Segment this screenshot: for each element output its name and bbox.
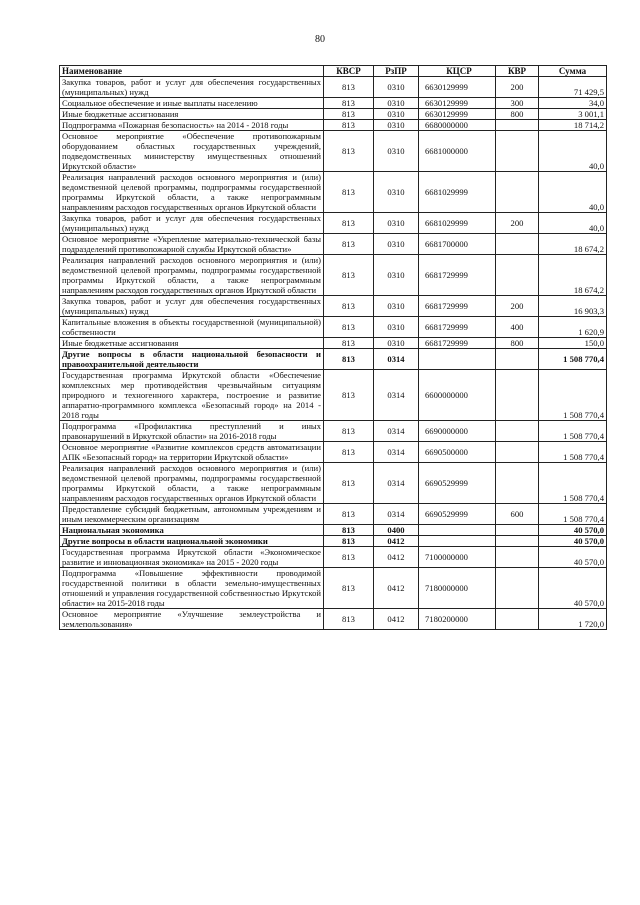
cell-rzpr: 0314 <box>374 421 419 442</box>
cell-sum: 1 508 770,4 <box>539 463 607 504</box>
cell-sum: 71 429,5 <box>539 77 607 98</box>
cell-rzpr: 0310 <box>374 109 419 120</box>
cell-kcsr <box>419 349 496 370</box>
table-row <box>60 463 607 504</box>
cell-rzpr: 0310 <box>374 255 419 296</box>
cell-rzpr: 0412 <box>374 536 419 547</box>
cell-name: Другие вопросы в области национальной безопасности и правоохранительной деятельности <box>60 349 324 370</box>
table-row <box>60 98 607 109</box>
cell-sum: 40,0 <box>539 131 607 172</box>
header-kvsr: КВСР <box>324 66 374 77</box>
table-row <box>60 568 607 609</box>
cell-sum: 40 570,0 <box>539 536 607 547</box>
cell-name: Капитальные вложения в объекты государственной (муниципальной) собственности <box>60 317 324 338</box>
cell-kcsr: 6681729999 <box>419 317 496 338</box>
table-row <box>60 296 607 317</box>
cell-sum: 18 714,2 <box>539 120 607 131</box>
cell-rzpr: 0412 <box>374 609 419 630</box>
cell-kvr <box>496 370 539 421</box>
cell-rzpr: 0310 <box>374 98 419 109</box>
cell-sum: 34,0 <box>539 98 607 109</box>
cell-sum: 150,0 <box>539 338 607 349</box>
cell-kcsr: 7180000000 <box>419 568 496 609</box>
cell-kvr <box>496 131 539 172</box>
table-row <box>60 421 607 442</box>
cell-sum: 1 508 770,4 <box>539 442 607 463</box>
cell-name: Подпрограмма «Профилактика преступлений и иных правонарушений в Иркутской области» на 2016-2018 годы <box>60 421 324 442</box>
cell-sum: 1 508 770,4 <box>539 421 607 442</box>
cell-kvsr: 813 <box>324 349 374 370</box>
cell-rzpr: 0314 <box>374 370 419 421</box>
cell-name: Основное мероприятие «Обеспечение противопожарным оборудованием областных государственных учреждений, подведомственных министерству имущественных отношений Иркутской области» <box>60 131 324 172</box>
cell-kvsr: 813 <box>324 255 374 296</box>
table-row <box>60 536 607 547</box>
header-rzpr: РзПР <box>374 66 419 77</box>
cell-kcsr: 6680000000 <box>419 120 496 131</box>
cell-kvr: 800 <box>496 338 539 349</box>
cell-kvsr: 813 <box>324 421 374 442</box>
cell-name: Подпрограмма «Повышение эффективности проводимой государственной политики в области земельно-имущественных отношений и управления государственной собственностью Иркутской области» на 2015-2018 годы <box>60 568 324 609</box>
cell-rzpr: 0412 <box>374 547 419 568</box>
cell-kcsr: 6681729999 <box>419 255 496 296</box>
cell-kvr: 300 <box>496 98 539 109</box>
cell-kvsr: 813 <box>324 504 374 525</box>
cell-rzpr: 0400 <box>374 525 419 536</box>
cell-sum: 1 720,0 <box>539 609 607 630</box>
cell-kvr: 600 <box>496 504 539 525</box>
cell-rzpr: 0314 <box>374 504 419 525</box>
cell-name: Основное мероприятие «Развитие комплексов средств автоматизации АПК «Безопасный город» на территории Иркутской области» <box>60 442 324 463</box>
table-row <box>60 442 607 463</box>
cell-kvsr: 813 <box>324 317 374 338</box>
cell-kvr <box>496 536 539 547</box>
cell-kvr: 800 <box>496 109 539 120</box>
table-row <box>60 609 607 630</box>
cell-kvsr: 813 <box>324 77 374 98</box>
cell-kvsr: 813 <box>324 547 374 568</box>
cell-sum: 40 570,0 <box>539 525 607 536</box>
cell-kvr <box>496 234 539 255</box>
cell-name: Закупка товаров, работ и услуг для обеспечения государственных (муниципальных) нужд <box>60 296 324 317</box>
table-row <box>60 255 607 296</box>
cell-kvr <box>496 568 539 609</box>
cell-rzpr: 0310 <box>374 131 419 172</box>
cell-kvr: 400 <box>496 317 539 338</box>
cell-rzpr: 0310 <box>374 338 419 349</box>
cell-kvsr: 813 <box>324 120 374 131</box>
cell-sum: 1 508 770,4 <box>539 504 607 525</box>
cell-kcsr: 6681000000 <box>419 131 496 172</box>
header-name: Наименование <box>60 66 324 77</box>
table-row <box>60 213 607 234</box>
page-number: 80 <box>315 34 325 45</box>
table-row <box>60 109 607 120</box>
cell-kvsr: 813 <box>324 568 374 609</box>
cell-kvsr: 813 <box>324 109 374 120</box>
cell-name: Иные бюджетные ассигнования <box>60 338 324 349</box>
table-row <box>60 547 607 568</box>
cell-kcsr: 6600000000 <box>419 370 496 421</box>
cell-kcsr: 6630129999 <box>419 109 496 120</box>
cell-rzpr: 0310 <box>374 213 419 234</box>
cell-sum: 40,0 <box>539 172 607 213</box>
table-row <box>60 349 607 370</box>
header-kcsr: КЦСР <box>419 66 496 77</box>
cell-sum: 40,0 <box>539 213 607 234</box>
cell-kvr <box>496 547 539 568</box>
cell-kvsr: 813 <box>324 338 374 349</box>
cell-name: Другие вопросы в области национальной экономики <box>60 536 324 547</box>
cell-kcsr <box>419 536 496 547</box>
cell-kcsr: 6681029999 <box>419 213 496 234</box>
cell-sum: 1 508 770,4 <box>539 370 607 421</box>
cell-kvr: 200 <box>496 296 539 317</box>
table-row <box>60 234 607 255</box>
cell-kvsr: 813 <box>324 442 374 463</box>
cell-rzpr: 0310 <box>374 234 419 255</box>
cell-sum: 3 001,1 <box>539 109 607 120</box>
cell-name: Реализация направлений расходов основного мероприятия и (или) ведомственной целевой программы, подпрограммы государственной программы Иркутской области, а также непрограммным направлениям расходов государственных органов Иркутской области <box>60 463 324 504</box>
table-row <box>60 317 607 338</box>
table-body <box>60 77 607 630</box>
cell-kcsr: 6690500000 <box>419 442 496 463</box>
header-sum: Сумма <box>539 66 607 77</box>
cell-kvr <box>496 255 539 296</box>
cell-kvr <box>496 609 539 630</box>
cell-rzpr: 0314 <box>374 442 419 463</box>
cell-rzpr: 0314 <box>374 349 419 370</box>
cell-kvr <box>496 421 539 442</box>
table-row <box>60 338 607 349</box>
cell-rzpr: 0310 <box>374 317 419 338</box>
cell-sum: 18 674,2 <box>539 234 607 255</box>
cell-name: Основное мероприятие «Улучшение землеустройства и землепользования» <box>60 609 324 630</box>
cell-kvr: 200 <box>496 77 539 98</box>
cell-kvsr: 813 <box>324 98 374 109</box>
cell-rzpr: 0310 <box>374 296 419 317</box>
table-row <box>60 504 607 525</box>
cell-rzpr: 0310 <box>374 120 419 131</box>
cell-kcsr: 6690000000 <box>419 421 496 442</box>
cell-kcsr: 6681729999 <box>419 296 496 317</box>
table-row <box>60 525 607 536</box>
cell-kcsr: 6681729999 <box>419 338 496 349</box>
cell-kvr <box>496 349 539 370</box>
cell-name: Реализация направлений расходов основного мероприятия и (или) ведомственной целевой программы, подпрограммы государственной программы Иркутской области, а также непрограммным направлениям расходов государственных органов Иркутской области <box>60 255 324 296</box>
cell-name: Предоставление субсидий бюджетным, автономным учреждениям и иным некоммерческим организациям <box>60 504 324 525</box>
cell-sum: 40 570,0 <box>539 547 607 568</box>
cell-rzpr: 0314 <box>374 463 419 504</box>
cell-kvr <box>496 172 539 213</box>
cell-kvsr: 813 <box>324 213 374 234</box>
cell-sum: 1 620,9 <box>539 317 607 338</box>
cell-rzpr: 0310 <box>374 172 419 213</box>
cell-kcsr: 6630129999 <box>419 77 496 98</box>
cell-name: Национальная экономика <box>60 525 324 536</box>
cell-kvr <box>496 120 539 131</box>
cell-name: Государственная программа Иркутской области «Обеспечение комплексных мер противодействия чрезвычайным ситуациям природного и техногенного характера, построение и развитие аппаратно-программного комплекса «Безопасный город» на 2014 - 2018 годы <box>60 370 324 421</box>
cell-kcsr: 6681700000 <box>419 234 496 255</box>
cell-name: Иные бюджетные ассигнования <box>60 109 324 120</box>
cell-rzpr: 0412 <box>374 568 419 609</box>
cell-kcsr: 7180200000 <box>419 609 496 630</box>
cell-kvsr: 813 <box>324 463 374 504</box>
cell-name: Закупка товаров, работ и услуг для обеспечения государственных (муниципальных) нужд <box>60 77 324 98</box>
cell-kcsr: 6690529999 <box>419 463 496 504</box>
cell-kvr <box>496 525 539 536</box>
cell-sum: 1 508 770,4 <box>539 349 607 370</box>
cell-kcsr: 6630129999 <box>419 98 496 109</box>
cell-kcsr: 7100000000 <box>419 547 496 568</box>
cell-name: Подпрограмма «Пожарная безопасность» на 2014 - 2018 годы <box>60 120 324 131</box>
table-row <box>60 172 607 213</box>
header-kvr: КВР <box>496 66 539 77</box>
cell-name: Реализация направлений расходов основного мероприятия и (или) ведомственной целевой программы, подпрограммы государственной программы Иркутской области, а также непрограммным направлениям расходов государственных органов Иркутской области <box>60 172 324 213</box>
cell-kcsr <box>419 525 496 536</box>
table-row <box>60 120 607 131</box>
cell-kvsr: 813 <box>324 370 374 421</box>
table-header-row <box>60 66 607 77</box>
table-row <box>60 77 607 98</box>
cell-sum: 40 570,0 <box>539 568 607 609</box>
cell-kvsr: 813 <box>324 536 374 547</box>
cell-kvr: 200 <box>496 213 539 234</box>
cell-name: Государственная программа Иркутской области «Экономическое развитие и инновационная экономика» на 2015 - 2020 годы <box>60 547 324 568</box>
cell-kcsr: 6690529999 <box>419 504 496 525</box>
budget-table <box>59 65 607 630</box>
cell-kcsr: 6681029999 <box>419 172 496 213</box>
cell-kvsr: 813 <box>324 172 374 213</box>
cell-name: Социальное обеспечение и иные выплаты населению <box>60 98 324 109</box>
cell-kvsr: 813 <box>324 525 374 536</box>
cell-kvsr: 813 <box>324 234 374 255</box>
cell-kvr <box>496 442 539 463</box>
table-row <box>60 370 607 421</box>
cell-name: Основное мероприятие «Укрепление материально-технической базы подразделений противопожарной службы Иркутской области» <box>60 234 324 255</box>
cell-kvsr: 813 <box>324 296 374 317</box>
cell-rzpr: 0310 <box>374 77 419 98</box>
cell-sum: 16 903,3 <box>539 296 607 317</box>
cell-kvsr: 813 <box>324 131 374 172</box>
cell-sum: 18 674,2 <box>539 255 607 296</box>
cell-name: Закупка товаров, работ и услуг для обеспечения государственных (муниципальных) нужд <box>60 213 324 234</box>
table-row <box>60 131 607 172</box>
cell-kvsr: 813 <box>324 609 374 630</box>
cell-kvr <box>496 463 539 504</box>
